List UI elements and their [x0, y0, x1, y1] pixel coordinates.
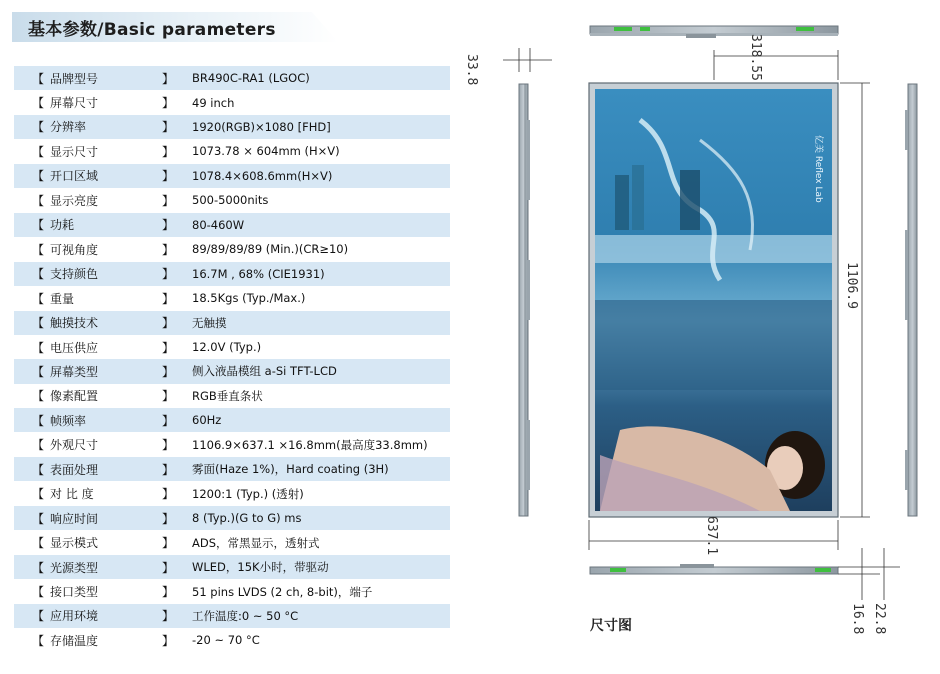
param-value: 18.5Kgs (Typ./Max.): [192, 291, 306, 306]
left-bracket: 【: [32, 120, 45, 135]
param-value: -20 ~ 70 °C: [192, 633, 260, 648]
left-bracket: 【: [32, 364, 45, 379]
left-bracket: 【: [32, 193, 45, 208]
param-value: 16.7M , 68% (CIE1931): [192, 266, 325, 281]
left-bracket: 【: [32, 560, 45, 575]
right-bracket: 】: [162, 536, 175, 551]
left-bracket: 【: [32, 389, 45, 404]
right-bracket: 】: [162, 413, 175, 428]
param-value: 1920(RGB)×1080 [FHD]: [192, 119, 331, 134]
param-label: 分辨率: [50, 120, 87, 135]
param-label: 应用环境: [50, 609, 99, 624]
left-bracket: 【: [32, 291, 45, 306]
param-label: 光源类型: [50, 560, 99, 575]
left-bracket: 【: [32, 511, 45, 526]
param-label: 接口类型: [50, 585, 99, 600]
screen-logo: 亿美 Reflex Lab: [813, 135, 823, 203]
left-bracket: 【: [32, 96, 45, 111]
param-value: 49 inch: [192, 95, 235, 110]
right-bracket: 】: [162, 169, 175, 184]
param-label: 显示亮度: [50, 193, 99, 208]
right-bracket: 】: [162, 316, 175, 331]
param-label: 屏幕尺寸: [50, 96, 99, 111]
param-label: 帧频率: [50, 413, 87, 428]
param-value: 51 pins LVDS (2 ch, 8-bit)，端子: [192, 584, 373, 599]
right-bracket: 】: [162, 364, 175, 379]
param-value: 12.0V (Typ.): [192, 340, 262, 355]
param-value: 60Hz: [192, 413, 222, 428]
right-bracket: 】: [162, 438, 175, 453]
param-label: 屏幕类型: [50, 364, 99, 379]
param-label: 功耗: [50, 218, 75, 233]
param-label: 触摸技术: [50, 316, 99, 331]
right-bracket: 】: [162, 560, 175, 575]
dim-width: 637.1: [704, 516, 719, 556]
param-value: 500-5000nits: [192, 193, 269, 208]
right-bracket: 】: [162, 71, 175, 86]
param-value: ADS，常黑显示，透射式: [192, 535, 320, 550]
param-value: 无触摸: [192, 315, 227, 330]
param-label: 响应时间: [50, 511, 99, 526]
left-bracket: 【: [32, 316, 45, 331]
param-label: 支持颜色: [50, 267, 99, 282]
param-label: 品牌型号: [50, 71, 99, 86]
left-side-view: [519, 84, 530, 516]
left-bracket: 【: [32, 462, 45, 477]
right-bracket: 】: [162, 242, 175, 257]
dim-side-depth: 33.8: [464, 54, 479, 86]
param-label: 表面处理: [50, 462, 99, 477]
param-label: 电压供应: [50, 340, 99, 355]
left-bracket: 【: [32, 633, 45, 648]
param-label: 外观尺寸: [50, 438, 99, 453]
page-title: 基本参数/Basic parameters: [28, 20, 276, 40]
param-value: WLED，15K小时，带驱动: [192, 560, 329, 575]
right-bracket: 】: [162, 144, 175, 159]
bottom-edge-view: [590, 564, 838, 574]
param-value: 8 (Typ.)(G to G) ms: [192, 511, 302, 526]
left-bracket: 【: [32, 169, 45, 184]
right-bracket: 】: [162, 487, 175, 502]
right-bracket: 】: [162, 291, 175, 306]
param-label: 像素配置: [50, 389, 99, 404]
param-label: 显示尺寸: [50, 144, 99, 159]
right-bracket: 】: [162, 585, 175, 600]
param-value: 雾面(Haze 1%)，Hard coating (3H): [192, 462, 389, 477]
front-view: [589, 83, 838, 517]
dim-bottom-total: 22.8: [872, 603, 887, 635]
param-value: 侧入液晶模组 a-Si TFT-LCD: [192, 364, 337, 379]
left-bracket: 【: [32, 340, 45, 355]
left-bracket: 【: [32, 609, 45, 624]
param-label: 开口区域: [50, 169, 99, 184]
left-bracket: 【: [32, 267, 45, 282]
dim-bottom-thickness: 16.8: [850, 603, 865, 635]
dim-height: 1106.9: [844, 262, 859, 309]
param-label: 重量: [50, 291, 75, 306]
param-value: 1073.78 × 604mm (H×V): [192, 144, 340, 159]
param-label: 显示模式: [50, 536, 99, 551]
left-bracket: 【: [32, 585, 45, 600]
drawing-caption: 尺寸图: [590, 618, 632, 634]
right-bracket: 】: [162, 340, 175, 355]
left-bracket: 【: [32, 144, 45, 159]
left-bracket: 【: [32, 413, 45, 428]
param-value: BR490C-RA1 (LGOC): [192, 71, 310, 86]
right-bracket: 】: [162, 96, 175, 111]
left-bracket: 【: [32, 536, 45, 551]
left-bracket: 【: [32, 487, 45, 502]
left-bracket: 【: [32, 242, 45, 257]
right-bracket: 】: [162, 193, 175, 208]
param-label: 对 比 度: [50, 487, 94, 502]
right-bracket: 】: [162, 267, 175, 282]
param-value: 80-460W: [192, 217, 245, 232]
param-value: 89/89/89/89 (Min.)(CR≥10): [192, 242, 349, 257]
param-value: 1200:1 (Typ.) (透射): [192, 486, 304, 501]
param-value: 1106.9×637.1 ×16.8mm(最高度33.8mm): [192, 437, 428, 452]
right-bracket: 】: [162, 462, 175, 477]
left-bracket: 【: [32, 71, 45, 86]
right-bracket: 】: [162, 511, 175, 526]
right-bracket: 】: [162, 633, 175, 648]
dim-top-offset: 318.55: [748, 34, 763, 81]
param-value: 1078.4×608.6mm(H×V): [192, 168, 333, 183]
param-label: 可视角度: [50, 242, 99, 257]
top-edge-view: [590, 26, 838, 38]
param-label: 存储温度: [50, 633, 99, 648]
right-side-view: [905, 84, 917, 516]
left-bracket: 【: [32, 218, 45, 233]
right-bracket: 】: [162, 218, 175, 233]
param-value: 工作温度:0 ~ 50 °C: [192, 608, 299, 623]
param-value: RGB垂直条状: [192, 388, 263, 403]
right-bracket: 】: [162, 389, 175, 404]
right-bracket: 】: [162, 609, 175, 624]
left-bracket: 【: [32, 438, 45, 453]
right-bracket: 】: [162, 120, 175, 135]
